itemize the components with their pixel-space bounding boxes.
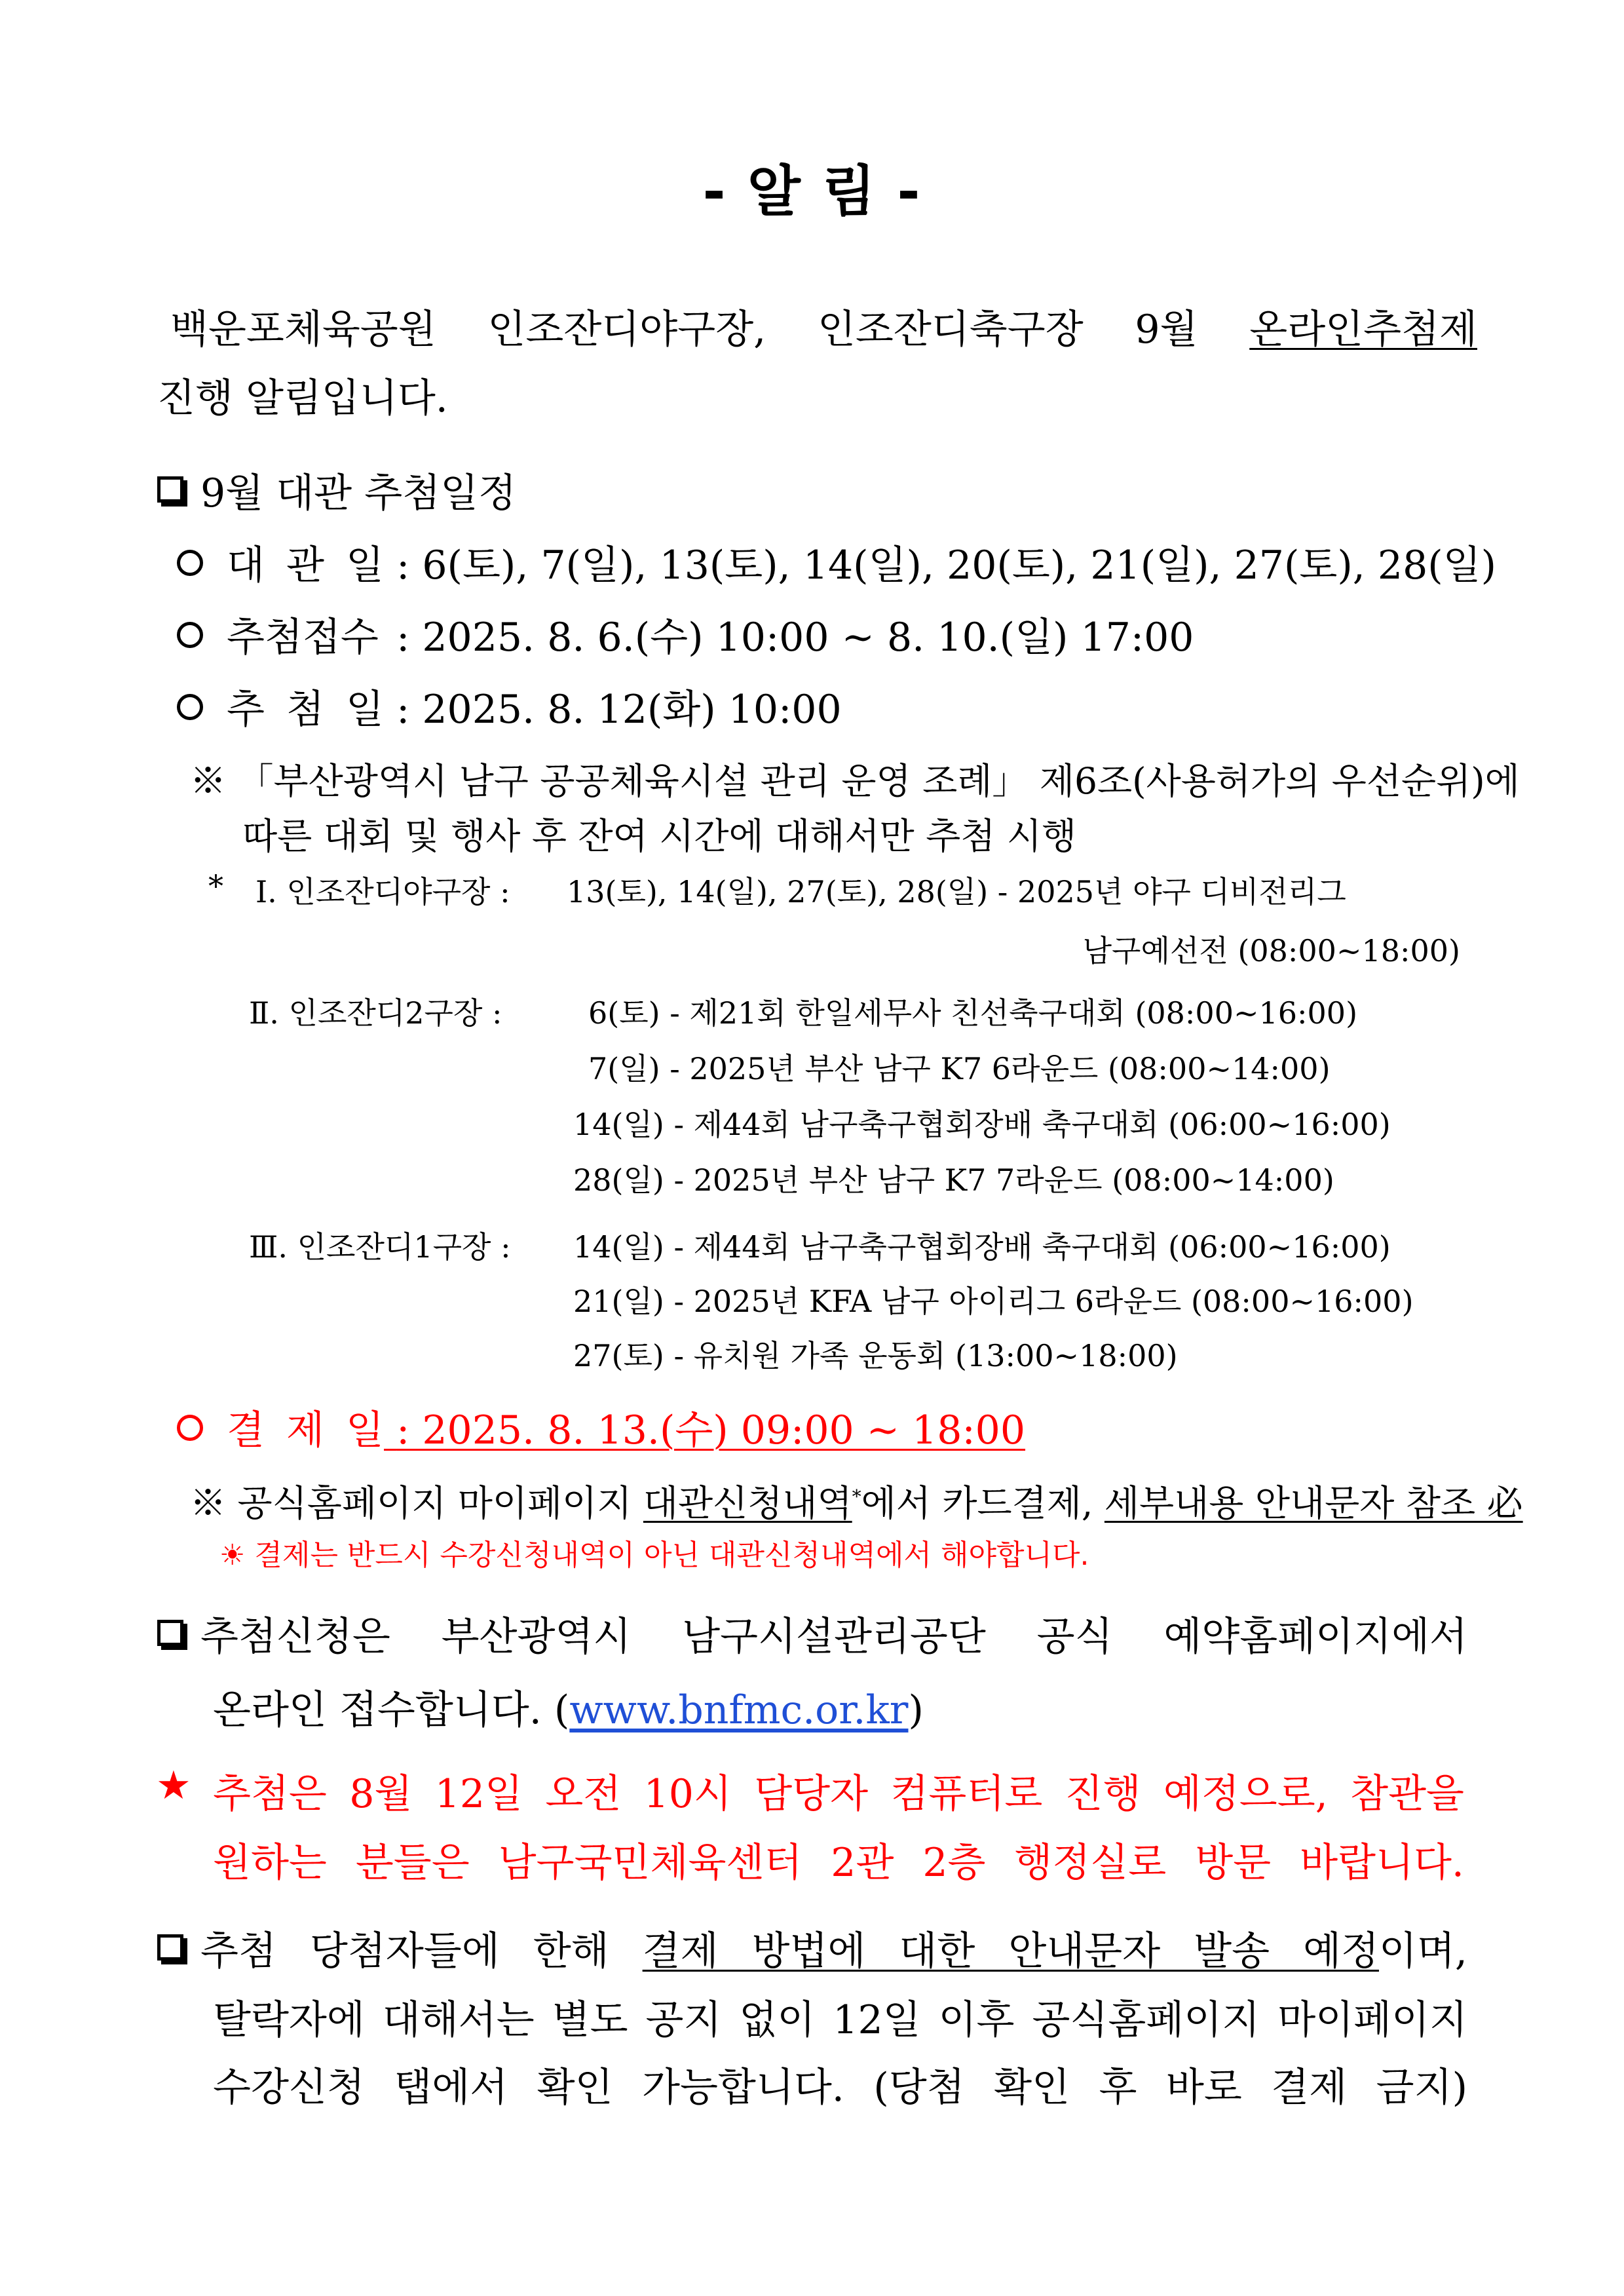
schedule-item-application — [177, 606, 1194, 662]
exclusion-event: 27(토) - 유치원 가족 운동회 (13:00~18:00) — [573, 1338, 1178, 1373]
section-schedule-heading — [157, 462, 516, 518]
application-line-1 — [157, 1605, 1467, 1662]
star-icon: ★ — [156, 1763, 191, 1808]
schedule-label: 추첨접수 — [227, 615, 379, 660]
winner-notice-emphasis: 결제 방법에 대한 안내문자 발송 예정 — [642, 1928, 1379, 1974]
schedule-item-draw-date — [177, 678, 842, 735]
exclusion-venue-field-2: Ⅱ. 인조잔디2구장 : — [249, 995, 502, 1031]
footnote-marker: * — [852, 1485, 861, 1508]
circle-bullet-icon — [177, 550, 203, 576]
application-text: 온라인 접수합니다. ( — [213, 1687, 570, 1733]
payment-label: 결 제 일 — [227, 1407, 384, 1453]
exclusion-event: 6(토) - 제21회 한일세무사 친선축구대회 (08:00~16:00) — [588, 995, 1358, 1031]
exclusion-venue-field-1: Ⅲ. 인조잔디1구장 : — [249, 1229, 511, 1265]
application-text: 추첨신청은 부산광역시 남구시설관리공단 공식 예약홈페이지에서 — [200, 1614, 1467, 1660]
intro-text: 백운포체육공원 인조잔디야구장, 인조잔디축구장 9월 — [170, 307, 1250, 353]
winner-notice-line-1 — [157, 1920, 1467, 1976]
winner-notice-line-2: 탈락자에 대해서는 별도 공지 없이 12일 이후 공식홈페이지 마이페이지 — [213, 1997, 1467, 2043]
application-line-2 — [213, 1679, 924, 1735]
checkbox-bullet-icon — [157, 1620, 183, 1646]
page-title: - 알 림 - — [702, 159, 922, 223]
winner-notice-line-3: 수강신청 탭에서 확인 가능합니다. (당첨 확인 후 바로 결제 금지) — [213, 2065, 1467, 2111]
exclusion-event: 남구예선전 (08:00~18:00) — [1082, 933, 1460, 968]
payment-value: : 2025. 8. 13.(수) 09:00 ~ 18:00 — [396, 1407, 1026, 1453]
payment-note — [190, 1474, 1523, 1526]
draw-notice-line-2: 원하는 분들은 남구국민체육센터 2관 2층 행정실로 방문 바랍니다. — [213, 1840, 1464, 1886]
section-schedule-title: 9월 대관 추첨일정 — [200, 470, 517, 516]
draw-notice-line-1: 추첨은 8월 12일 오전 10시 담당자 컴퓨터로 진행 예정으로, 참관을 — [213, 1771, 1464, 1817]
application-text: ) — [908, 1687, 924, 1733]
exclusion-venue-baseball: Ⅰ. 인조잔디야구장 : — [255, 874, 510, 909]
payment-note-emphasis: 대관신청내역 — [643, 1482, 852, 1524]
exclusion-event: 7(일) - 2025년 부산 남구 K7 6라운드 (08:00~14:00) — [588, 1051, 1331, 1086]
ordinance-note-line-2: 따른 대회 및 행사 후 잔여 시간에 대해서만 추첨 시행 — [242, 815, 1077, 857]
schedule-label: 추 첨 일 — [227, 687, 384, 733]
circle-bullet-icon — [177, 1415, 203, 1441]
intro-emphasis: 온라인추첨제 — [1249, 307, 1477, 353]
circle-bullet-icon — [177, 694, 203, 720]
exclusion-event: 14(일) - 제44회 남구축구협회장배 축구대회 (06:00~16:00) — [573, 1107, 1391, 1142]
exclusion-event: 21(일) - 2025년 KFA 남구 아이리그 6라운드 (08:00~16:00) — [573, 1284, 1414, 1319]
checkbox-bullet-icon — [157, 1934, 183, 1961]
payment-date — [177, 1399, 1025, 1455]
exclusion-marker: * — [208, 868, 223, 904]
intro-line-1 — [170, 298, 1477, 354]
exclusion-event: 28(일) - 2025년 부산 남구 K7 7라운드 (08:00~14:00) — [573, 1162, 1334, 1198]
schedule-label: 대 관 일 — [227, 543, 384, 588]
payment-warning: ☀ 결제는 반드시 수강신청내역이 아닌 대관신청내역에서 해야합니다. — [219, 1539, 1089, 1572]
checkbox-bullet-icon — [157, 476, 183, 503]
payment-date-text — [227, 1407, 1025, 1453]
intro-line-2: 진행 알림입니다. — [157, 375, 448, 421]
winner-notice-text: 이며, — [1379, 1928, 1467, 1974]
payment-note-text: 에서 카드결제, — [861, 1482, 1105, 1524]
ordinance-note-line-1: ※ 「부산광역시 남구 공공체육시설 관리 운영 조례」 제6조(사용허가의 우선순위)에 — [190, 760, 1520, 802]
exclusion-event: 14(일) - 제44회 남구축구협회장배 축구대회 (06:00~16:00) — [573, 1229, 1391, 1265]
winner-notice-text: 추첨 당첨자들에 한해 — [200, 1928, 643, 1974]
schedule-value: : 2025. 8. 6.(수) 10:00 ~ 8. 10.(일) 17:00 — [396, 615, 1194, 660]
schedule-item-rental-days — [177, 534, 1496, 590]
exclusion-event: 13(토), 14(일), 27(토), 28(일) - 2025년 야구 디비전리그 — [567, 874, 1346, 909]
schedule-value: : 6(토), 7(일), 13(토), 14(일), 20(토), 21(일), 27(토), 28(일) — [396, 543, 1497, 588]
schedule-value: : 2025. 8. 12(화) 10:00 — [396, 687, 842, 733]
homepage-link[interactable]: www.bnfmc.or.kr — [569, 1687, 909, 1733]
circle-bullet-icon — [177, 622, 203, 648]
payment-note-emphasis: 세부내용 안내문자 참조 必 — [1104, 1482, 1523, 1524]
payment-note-text: ※ 공식홈페이지 마이페이지 — [190, 1482, 643, 1524]
